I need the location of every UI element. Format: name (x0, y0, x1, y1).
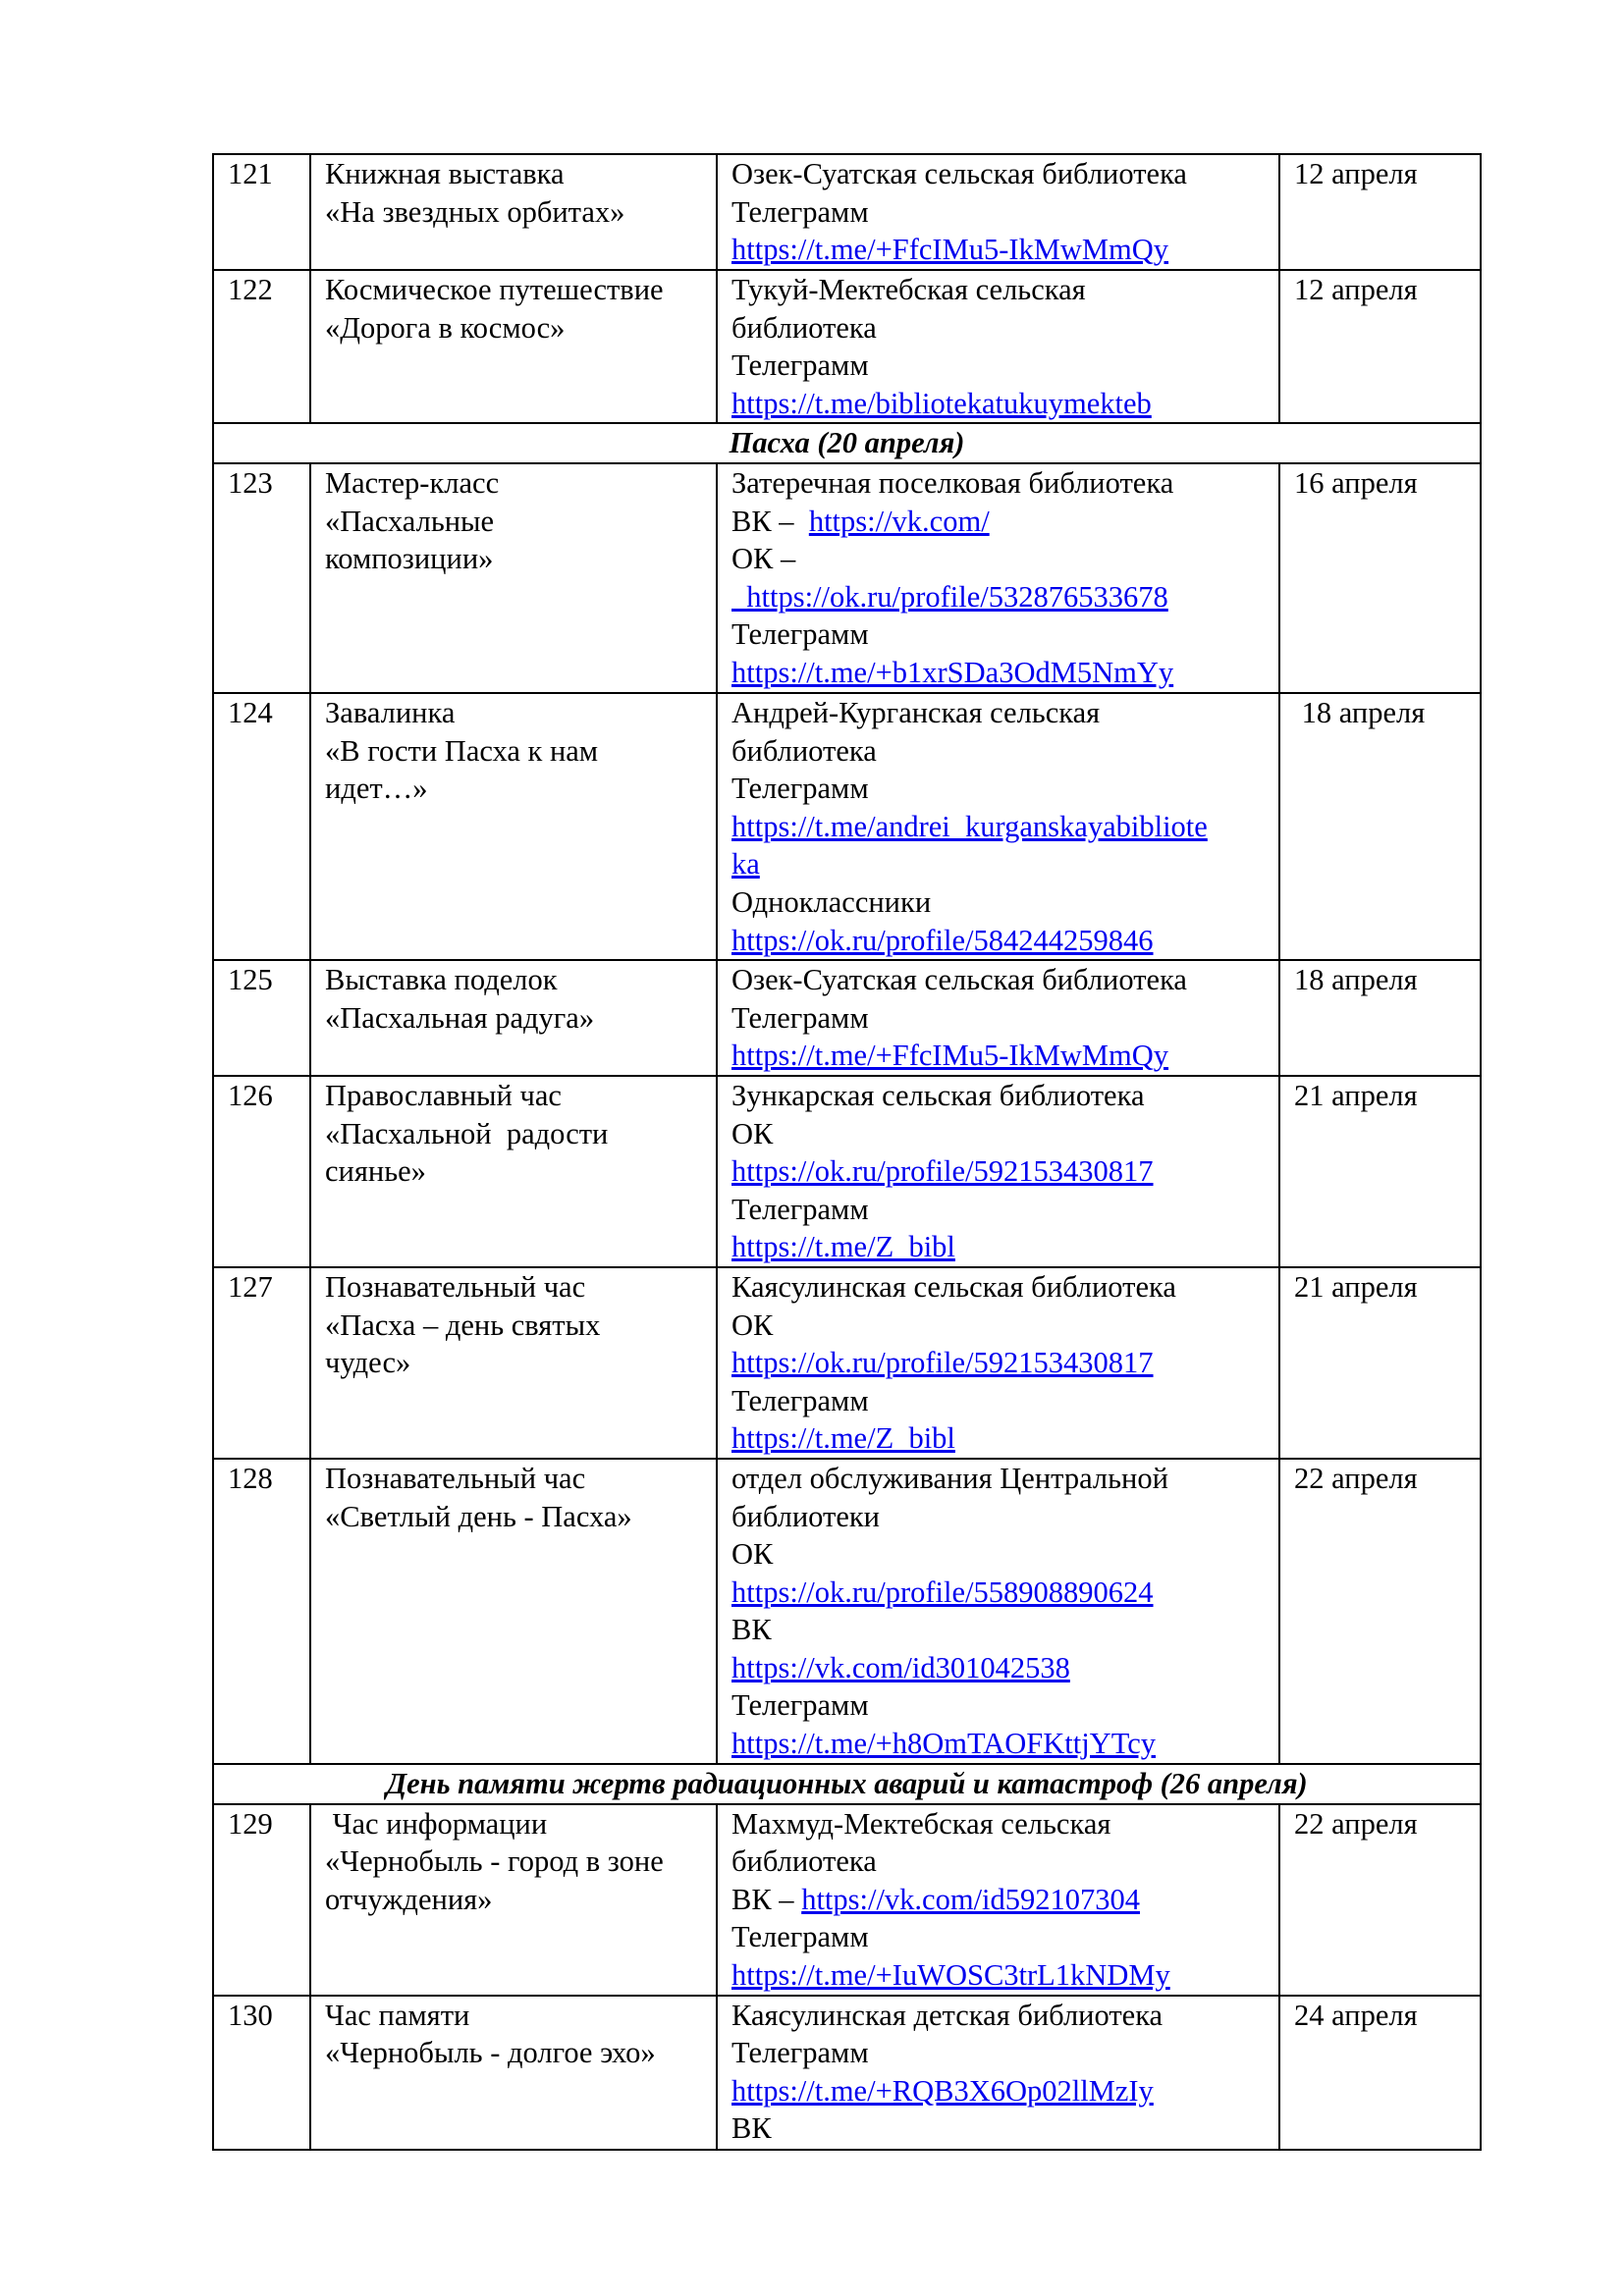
row-number: 122 (213, 270, 310, 423)
venue-cell: Каясулинская детская библиотека Телеграмм https://t.me/+RQB3X6Op02llMzIy ВК (717, 1996, 1279, 2150)
event-cell: Книжная выставка «На звездных орбитах» (310, 154, 717, 270)
venue-cell: отдел обслуживания Центральной библиотеки ОК https://ok.ru/profile/558908890624 ВК https://vk.com/id301042538 Телеграмм https://t.me/+h8OmTAOFKttjYTcy (717, 1459, 1279, 1764)
row-number: 125 (213, 960, 310, 1076)
event-cell: Час информации «Чернобыль - город в зоне отчуждения» (310, 1804, 717, 1996)
events-table (212, 153, 1482, 2151)
event-cell: Завалинка «В гости Пасха к нам идет…» (310, 693, 717, 960)
table-row (213, 154, 1481, 270)
telegram-link[interactable]: https://t.me/+b1xrSDa3OdM5NmYy (731, 655, 1174, 689)
telegram-link[interactable]: https://t.me/+FfcIMu5-IkMwMmQy (731, 1039, 1169, 1073)
venue-cell: Андрей-Курганская сельская библиотека Телеграмм https://t.me/andrei_kurganskayabibliote ka Одноклассники https://ok.ru/profile/584244259846 (717, 693, 1279, 960)
row-number: 124 (213, 693, 310, 960)
table-row (213, 1076, 1481, 1267)
table-row (213, 1459, 1481, 1764)
event-cell: Мастер-класс «Пасхальные композиции» (310, 463, 717, 693)
ok-link[interactable]: https://ok.ru/profile/558908890624 (731, 1575, 1154, 1609)
venue-cell: Тукуй-Мектебская сельская библиотека Телеграмм https://t.me/bibliotekatukuymekteb (717, 270, 1279, 423)
row-number: 126 (213, 1076, 310, 1267)
event-cell: Православный час «Пасхальной радости сиянье» (310, 1076, 717, 1267)
event-cell: Выставка поделок «Пасхальная радуга» (310, 960, 717, 1076)
date-cell: 21 апреля (1279, 1267, 1481, 1459)
table-row (213, 463, 1481, 693)
table-row (213, 693, 1481, 960)
table-row (213, 1804, 1481, 1996)
ok-link[interactable]: https://ok.ru/profile/584244259846 (731, 923, 1154, 957)
vk-link[interactable]: https://vk.com/id592107304 (801, 1882, 1141, 1916)
event-cell: Час памяти «Чернобыль - долгое эхо» (310, 1996, 717, 2150)
telegram-link[interactable]: https://t.me/+RQB3X6Op02llMzIy (731, 2073, 1154, 2108)
date-cell: 18 апреля (1279, 693, 1481, 960)
date-cell: 12 апреля (1279, 270, 1481, 423)
table-row (213, 960, 1481, 1076)
telegram-link[interactable]: https://t.me/Z_bibl (731, 1421, 955, 1456)
section-title: Пасха (20 апреля) (213, 423, 1481, 463)
venue-cell: Махмуд-Мектебская сельская библиотека ВК – https://vk.com/id592107304 Телеграмм https://t.me/+IuWOSC3trL1kNDMy (717, 1804, 1279, 1996)
telegram-link[interactable]: https://t.me/bibliotekatukuymekteb (731, 386, 1152, 420)
venue-cell: Озек-Суатская сельская библиотека Телеграмм https://t.me/+FfcIMu5-IkMwMmQy (717, 154, 1279, 270)
row-number: 128 (213, 1459, 310, 1764)
row-number: 130 (213, 1996, 310, 2150)
row-number: 129 (213, 1804, 310, 1996)
section-title: День памяти жертв радиационных аварий и катастроф (26 апреля) (213, 1764, 1481, 1804)
event-cell: Познавательный час «Пасха – день святых чудес» (310, 1267, 717, 1459)
telegram-link[interactable]: https://t.me/Z_bibl (731, 1230, 955, 1264)
section-header (213, 423, 1481, 463)
row-number: 123 (213, 463, 310, 693)
section-header (213, 1764, 1481, 1804)
date-cell: 22 апреля (1279, 1804, 1481, 1996)
telegram-link[interactable]: https://t.me/+h8OmTAOFKttjYTcy (731, 1727, 1156, 1761)
telegram-link[interactable]: https://t.me/+FfcIMu5-IkMwMmQy (731, 233, 1169, 267)
venue-cell: Каясулинская сельская библиотека ОК https://ok.ru/profile/592153430817 Телеграмм https://t.me/Z_bibl (717, 1267, 1279, 1459)
date-cell: 12 апреля (1279, 154, 1481, 270)
ok-link[interactable]: https://ok.ru/profile/532876533678 (731, 579, 1168, 614)
row-number: 127 (213, 1267, 310, 1459)
ok-link[interactable]: https://ok.ru/profile/592153430817 (731, 1346, 1154, 1380)
venue-cell: Затеречная поселковая библиотека ВК – https://vk.com/ ОК – https://ok.ru/profile/532876533678 Телеграмм https://t.me/+b1xrSDa3OdM5NmYy (717, 463, 1279, 693)
telegram-link-continued[interactable]: ka (731, 847, 760, 881)
table-row (213, 1267, 1481, 1459)
date-cell: 22 апреля (1279, 1459, 1481, 1764)
row-number: 121 (213, 154, 310, 270)
date-cell: 18 апреля (1279, 960, 1481, 1076)
event-cell: Космическое путешествие «Дорога в космос» (310, 270, 717, 423)
telegram-link[interactable]: https://t.me/andrei_kurganskayabibliote (731, 809, 1208, 843)
date-cell: 24 апреля (1279, 1996, 1481, 2150)
venue-cell: Зункарская сельская библиотека ОК https://ok.ru/profile/592153430817 Телеграмм https://t.me/Z_bibl (717, 1076, 1279, 1267)
ok-link[interactable]: https://ok.ru/profile/592153430817 (731, 1154, 1154, 1189)
table-row (213, 1996, 1481, 2150)
vk-link[interactable]: https://vk.com/ (808, 504, 990, 538)
event-cell: Познавательный час «Светлый день - Пасха» (310, 1459, 717, 1764)
venue-cell: Озек-Суатская сельская библиотека Телеграмм https://t.me/+FfcIMu5-IkMwMmQy (717, 960, 1279, 1076)
table-row (213, 270, 1481, 423)
date-cell: 16 апреля (1279, 463, 1481, 693)
date-cell: 21 апреля (1279, 1076, 1481, 1267)
telegram-link[interactable]: https://t.me/+IuWOSC3trL1kNDMy (731, 1957, 1170, 1992)
vk-link[interactable]: https://vk.com/id301042538 (731, 1650, 1070, 1684)
